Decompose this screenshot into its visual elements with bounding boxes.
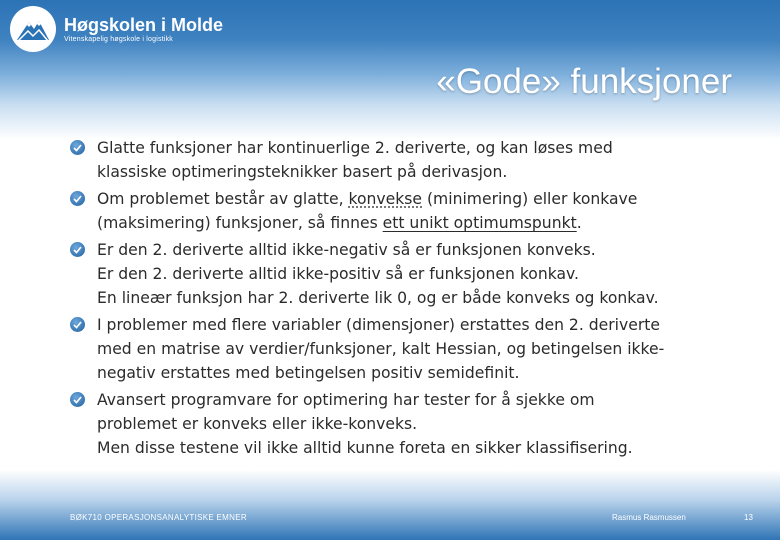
bullet-line: Men disse testene vil ikke alltid kunne foreta en sikker klassifisering. <box>97 439 633 457</box>
bullet-line: I problemer med flere variabler (dimensjoner) erstattes den 2. deriverte <box>97 316 660 334</box>
footer <box>0 511 780 525</box>
bullet-line <box>97 187 750 211</box>
mountain-logo-icon <box>10 6 56 52</box>
text-segment: (minimering) eller konkave <box>422 190 638 208</box>
bullet-line: Er den 2. deriverte alltid ikke-negativ så er funksjonen konveks. <box>97 241 596 259</box>
text-segment: . <box>576 214 582 232</box>
bullet-item <box>70 388 750 460</box>
bullet-list <box>70 136 750 463</box>
slide-title: «Gode» funksjoner <box>436 62 732 101</box>
bullet-line: Er den 2. deriverte alltid ikke-positiv så er funksjonen konkav. <box>97 265 580 283</box>
bullet-line <box>97 211 750 235</box>
text-segment: Om problemet består av glatte, <box>97 190 349 208</box>
logo-name: Høgskolen i Molde <box>64 14 224 35</box>
optimum-link[interactable]: ett unikt optimumspunkt <box>382 214 577 232</box>
bullet-item <box>70 187 750 235</box>
page-number: 13 <box>744 513 753 522</box>
bullet-line: Glatte funksjoner har kontinuerlige 2. deriverte, og kan løses med <box>97 139 613 157</box>
bullet-check-icon <box>70 191 85 206</box>
bullet-line: Avansert programvare for optimering har tester for å sjekke om <box>97 391 595 409</box>
bullet-line: negativ erstattes med betingelsen positiv semidefinit. <box>97 364 520 382</box>
bullet-line: En lineær funksjon har 2. deriverte lik 0, og er både konveks og konkav. <box>97 289 659 307</box>
bullet-item <box>70 238 750 310</box>
bullet-item <box>70 136 750 184</box>
logo-text <box>64 15 223 44</box>
footer-course: BØK710 OPERASJONSANALYTISKE EMNER <box>70 513 247 522</box>
bullet-check-icon <box>70 140 85 155</box>
bullet-line: klassiske optimeringsteknikker basert på derivasjon. <box>97 163 508 181</box>
bullet-check-icon <box>70 242 85 257</box>
bullet-line: med en matrise av verdier/funksjoner, kalt Hessian, og betingelsen ikke- <box>97 340 665 358</box>
logo-tagline: Vitenskapelig høgskole i logistikk <box>64 35 174 43</box>
bullet-line: problemet er konveks eller ikke-konveks. <box>97 415 418 433</box>
bullet-item <box>70 313 750 385</box>
konvekse-term: konvekse <box>348 190 422 208</box>
text-segment: (maksimering) funksjoner, så finnes <box>97 214 383 232</box>
logo <box>10 6 223 52</box>
bullet-check-icon <box>70 317 85 332</box>
bullet-check-icon <box>70 392 85 407</box>
footer-author: Rasmus Rasmussen <box>612 513 686 522</box>
